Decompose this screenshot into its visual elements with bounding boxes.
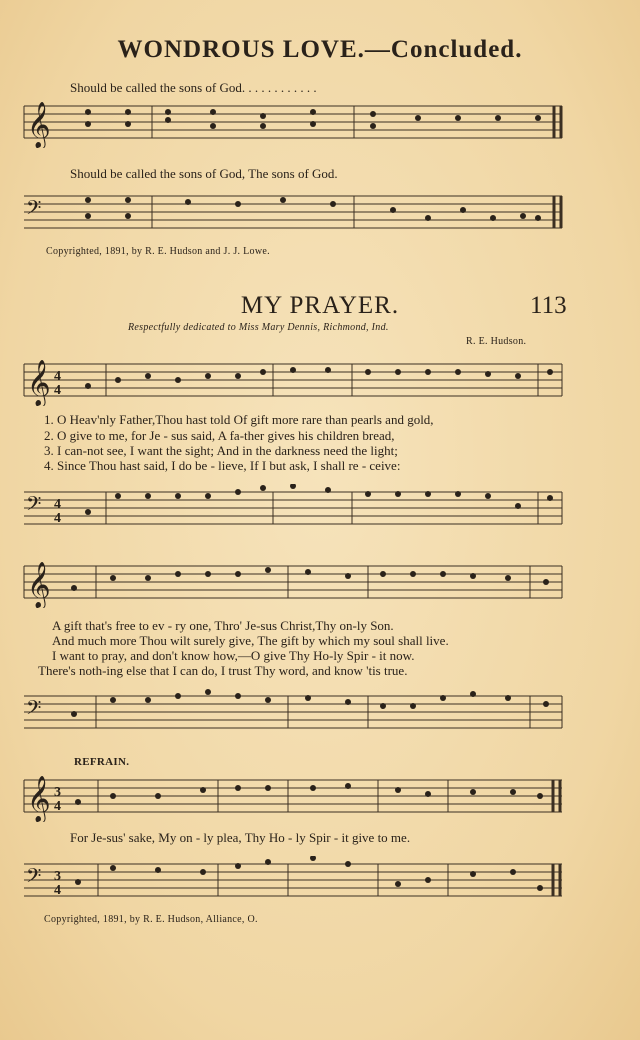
staff-lines xyxy=(18,772,566,822)
dedication: Respectfully dedicated to Miss Mary Dennis, Richmond, Ind. xyxy=(128,322,389,333)
svg-text:𝄞: 𝄞 xyxy=(27,102,51,148)
svg-text:3: 3 xyxy=(54,785,61,800)
staff-lines xyxy=(18,558,566,608)
svg-text:4: 4 xyxy=(54,383,61,398)
svg-text:𝄞: 𝄞 xyxy=(27,776,51,822)
top-treble-staff xyxy=(18,98,566,148)
refrain-label: REFRAIN. xyxy=(74,756,130,768)
verse-1-line-b: A gift that's free to ev - ry one, Thro' Je-sus Christ,Thy on-ly Son. xyxy=(52,618,394,633)
refrain-bass xyxy=(18,856,566,906)
hymn-copyright: Copyrighted, 1891, by R. E. Hudson, Alliance, O. xyxy=(44,914,258,925)
staff-lines xyxy=(18,688,566,738)
refrain-lyric: For Je-sus' sake, My on - ly plea, Thy Ho - ly Spir - it give to me. xyxy=(70,830,411,845)
staff-lines xyxy=(18,484,566,534)
verse-3-line-a: 3. I can-not see, I want the sight; And in the darkness need the light; xyxy=(44,443,398,458)
svg-text:𝄞: 𝄞 xyxy=(27,562,51,608)
composer: R. E. Hudson. xyxy=(466,336,527,347)
system-1-bass xyxy=(18,484,566,534)
verse-1-line-a: 1. O Heav'nly Father,Thou hast told Of gift more rare than pearls and gold, xyxy=(44,412,434,427)
verse-2-line-b: And much more Thou wilt surely give, The gift by which my soul shall live. xyxy=(52,633,449,648)
top-copyright: Copyrighted, 1891, by R. E. Hudson and J. J. Lowe. xyxy=(46,246,270,257)
system-2-treble xyxy=(18,558,566,608)
top-lyric-2: Should be called the sons of God, The sons of God. xyxy=(70,166,338,181)
verse-2-line-a: 2. O give to me, for Je - sus said, A fa-ther gives his children bread, xyxy=(44,428,395,443)
svg-text:𝄢: 𝄢 xyxy=(26,492,42,520)
svg-text:𝄢: 𝄢 xyxy=(26,696,42,724)
svg-text:4: 4 xyxy=(54,883,61,898)
staff-lines xyxy=(18,856,566,906)
svg-text:3: 3 xyxy=(54,869,61,884)
staff-lines xyxy=(18,188,566,238)
svg-text:4: 4 xyxy=(54,369,61,384)
top-lyric-1: Should be called the sons of God. . . . . . . . . . . . xyxy=(70,80,317,95)
verse-4-line-b: There's noth-ing else that I can do, I trust Thy word, and know 'tis true. xyxy=(38,663,408,678)
svg-text:𝄢: 𝄢 xyxy=(26,196,42,224)
svg-text:4: 4 xyxy=(54,511,61,526)
verse-3-line-b: I want to pray, and don't know how,—O give Thy Ho-ly Spir - it now. xyxy=(52,648,415,663)
svg-text:4: 4 xyxy=(54,799,61,814)
svg-text:4: 4 xyxy=(54,497,61,512)
svg-text:𝄢: 𝄢 xyxy=(26,864,42,892)
page-number: 113 xyxy=(530,292,567,319)
system-1-treble xyxy=(18,356,566,406)
top-bass-staff xyxy=(18,188,566,238)
svg-text:𝄞: 𝄞 xyxy=(27,360,51,406)
top-hymn-title: WONDROUS LOVE.—Concluded. xyxy=(117,36,523,63)
staff-lines xyxy=(18,356,566,406)
staff-lines xyxy=(18,98,566,148)
verse-4-line-a: 4. Since Thou hast said, I do be - lieve, If I but ask, I shall re - ceive: xyxy=(44,458,401,473)
hymn-title: MY PRAYER. xyxy=(240,292,400,319)
refrain-treble xyxy=(18,772,566,822)
system-2-bass xyxy=(18,688,566,738)
